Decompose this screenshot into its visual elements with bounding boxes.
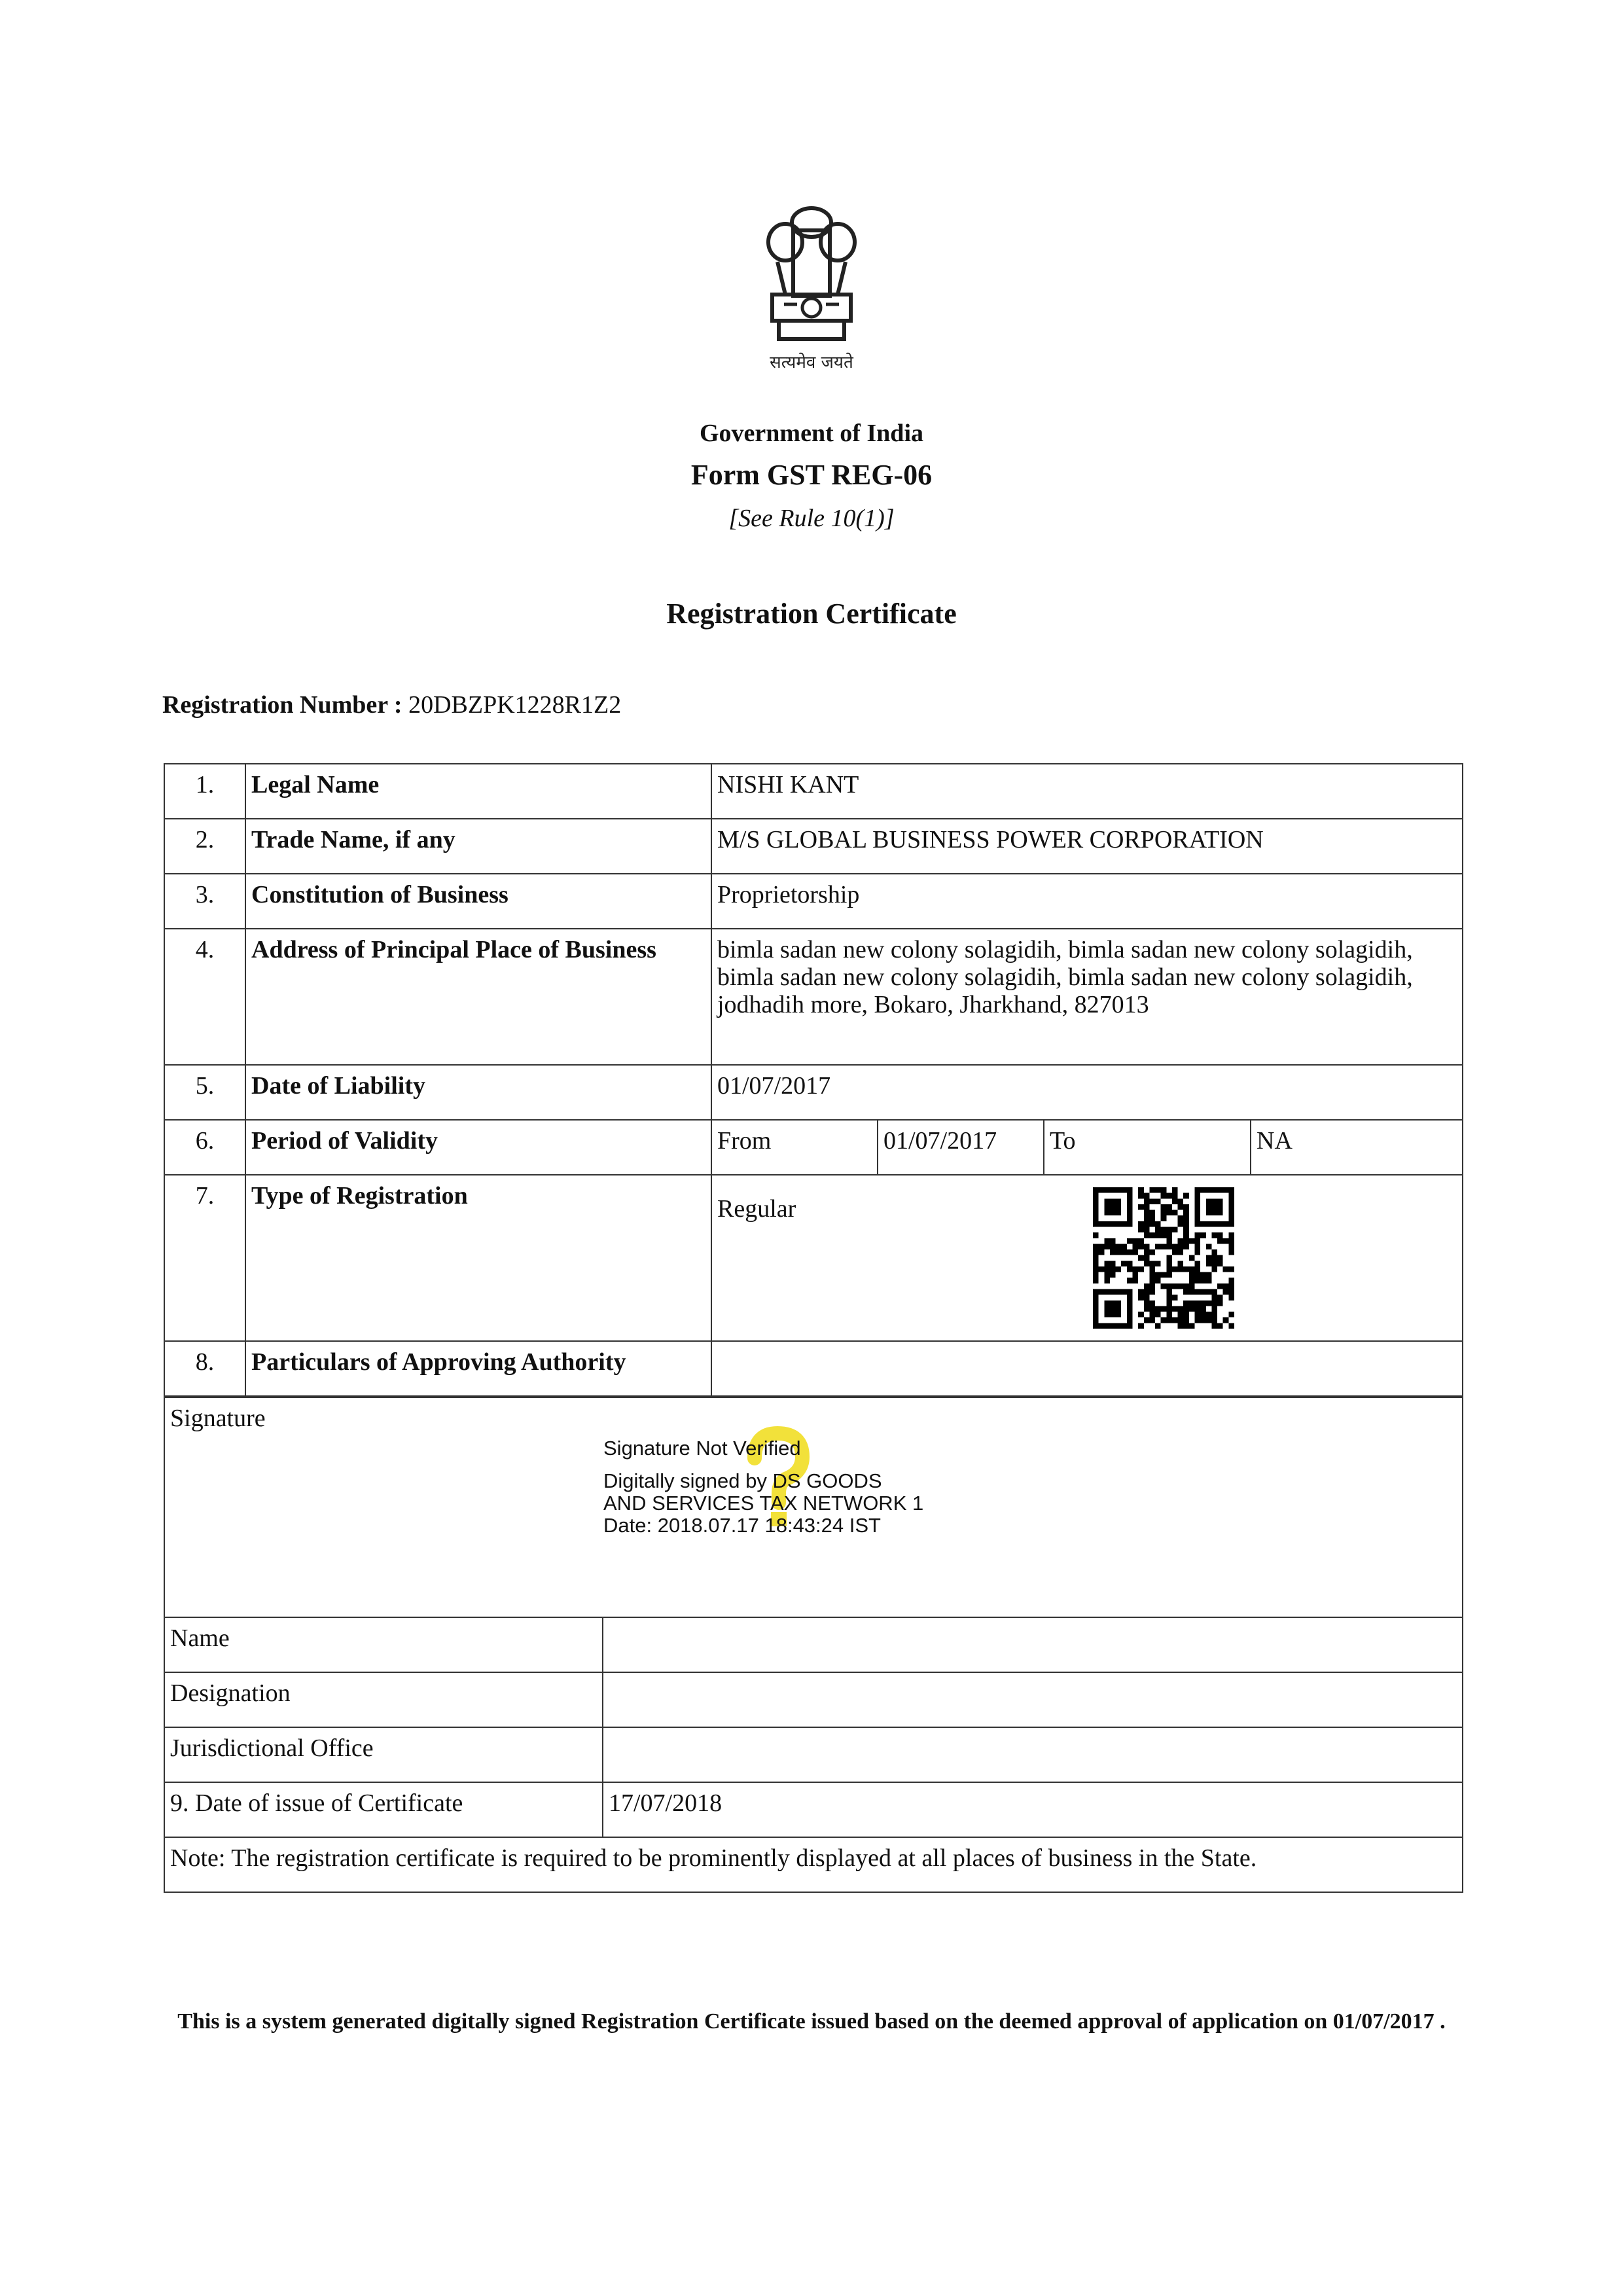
- table-row: [164, 929, 1463, 1065]
- footer-note: This is a system generated digitally signed Registration Certificate issued based on the deemed approval of application on 01/07/2017 .: [177, 2009, 1446, 2034]
- row-number: 8.: [164, 1341, 245, 1396]
- address-value: bimla sadan new colony solagidih, bimla sadan new colony solagidih, bimla sadan new colony solagidih, bimla sadan new colony solagidih, jodhadih more, Bokaro, Jharkhand, 827013: [711, 929, 1463, 1065]
- designation-value: [603, 1672, 1463, 1727]
- name-value: [603, 1617, 1463, 1672]
- approving-authority-value: [711, 1341, 1463, 1396]
- row-label: Constitution of Business: [245, 874, 711, 929]
- table-row: [164, 1341, 1463, 1396]
- table-row: [164, 874, 1463, 929]
- signed-by-line-1: Digitally signed by DS GOODS: [603, 1469, 882, 1492]
- national-emblem-icon: [746, 196, 877, 380]
- row-number: 6.: [164, 1120, 245, 1175]
- row-label: Particulars of Approving Authority: [245, 1341, 711, 1396]
- form-title: Form GST REG-06: [690, 459, 933, 491]
- row-number: 4.: [164, 929, 245, 1065]
- row-label: Type of Registration: [245, 1175, 711, 1341]
- jurisdictional-office-value: [603, 1727, 1463, 1782]
- row-label: Address of Principal Place of Business: [245, 929, 711, 1065]
- registration-type-cell: [711, 1175, 1463, 1341]
- designation-label: Designation: [164, 1672, 603, 1727]
- trade-name-value: M/S GLOBAL BUSINESS POWER CORPORATION: [711, 819, 1463, 874]
- table-row: [164, 1065, 1463, 1120]
- validity-to-value: NA: [1251, 1120, 1463, 1175]
- constitution-value: Proprietorship: [711, 874, 1463, 929]
- certificate-title: Registration Certificate: [666, 598, 957, 630]
- row-number: 3.: [164, 874, 245, 929]
- issue-date-value: 17/07/2018: [603, 1782, 1463, 1837]
- registration-type-value: Regular: [717, 1195, 796, 1223]
- signature-status: Signature Not Verified: [603, 1437, 801, 1460]
- row-label: Legal Name: [245, 764, 711, 819]
- table-row: [164, 1672, 1463, 1727]
- emblem-motto: सत्यमेव जयते: [770, 353, 853, 372]
- registration-number-value: 20DBZPK1228R1Z2: [408, 691, 622, 719]
- table-row: [164, 1727, 1463, 1782]
- validity-to-label: To: [1044, 1120, 1251, 1175]
- table-row: [164, 819, 1463, 874]
- note-row: [164, 1837, 1463, 1892]
- row-number: 2.: [164, 819, 245, 874]
- table-row: [164, 764, 1463, 819]
- row-label: Date of Liability: [245, 1065, 711, 1120]
- issue-date-label: 9. Date of issue of Certificate: [164, 1782, 603, 1837]
- registration-number: [162, 691, 621, 719]
- row-label: Trade Name, if any: [245, 819, 711, 874]
- jurisdictional-office-label: Jurisdictional Office: [164, 1727, 603, 1782]
- rule-reference: [See Rule 10(1)]: [728, 505, 895, 532]
- registration-number-label: Registration Number :: [162, 691, 402, 719]
- table-row: [164, 1120, 1463, 1175]
- row-label: Period of Validity: [245, 1120, 711, 1175]
- qr-code-icon: [1093, 1187, 1234, 1329]
- row-number: 1.: [164, 764, 245, 819]
- table-row: [164, 1175, 1463, 1341]
- signed-by-line-2: AND SERVICES TAX NETWORK 1: [603, 1492, 924, 1515]
- legal-name-value: NISHI KANT: [711, 764, 1463, 819]
- table-row: [164, 1782, 1463, 1837]
- validity-from-value: 01/07/2017: [878, 1120, 1044, 1175]
- digital-signature-block: [603, 1437, 923, 1537]
- details-table: [164, 763, 1463, 1397]
- signature-label: Signature: [164, 1397, 1463, 1617]
- signed-date: Date: 2018.07.17 18:43:24 IST: [603, 1514, 881, 1537]
- validity-from-label: From: [711, 1120, 878, 1175]
- liability-date-value: 01/07/2017: [711, 1065, 1463, 1120]
- name-label: Name: [164, 1617, 603, 1672]
- row-number: 5.: [164, 1065, 245, 1120]
- row-number: 7.: [164, 1175, 245, 1341]
- government-heading: Government of India: [700, 420, 923, 447]
- table-row: [164, 1617, 1463, 1672]
- display-note: Note: The registration certificate is required to be prominently displayed at all places of business in the State.: [164, 1837, 1463, 1892]
